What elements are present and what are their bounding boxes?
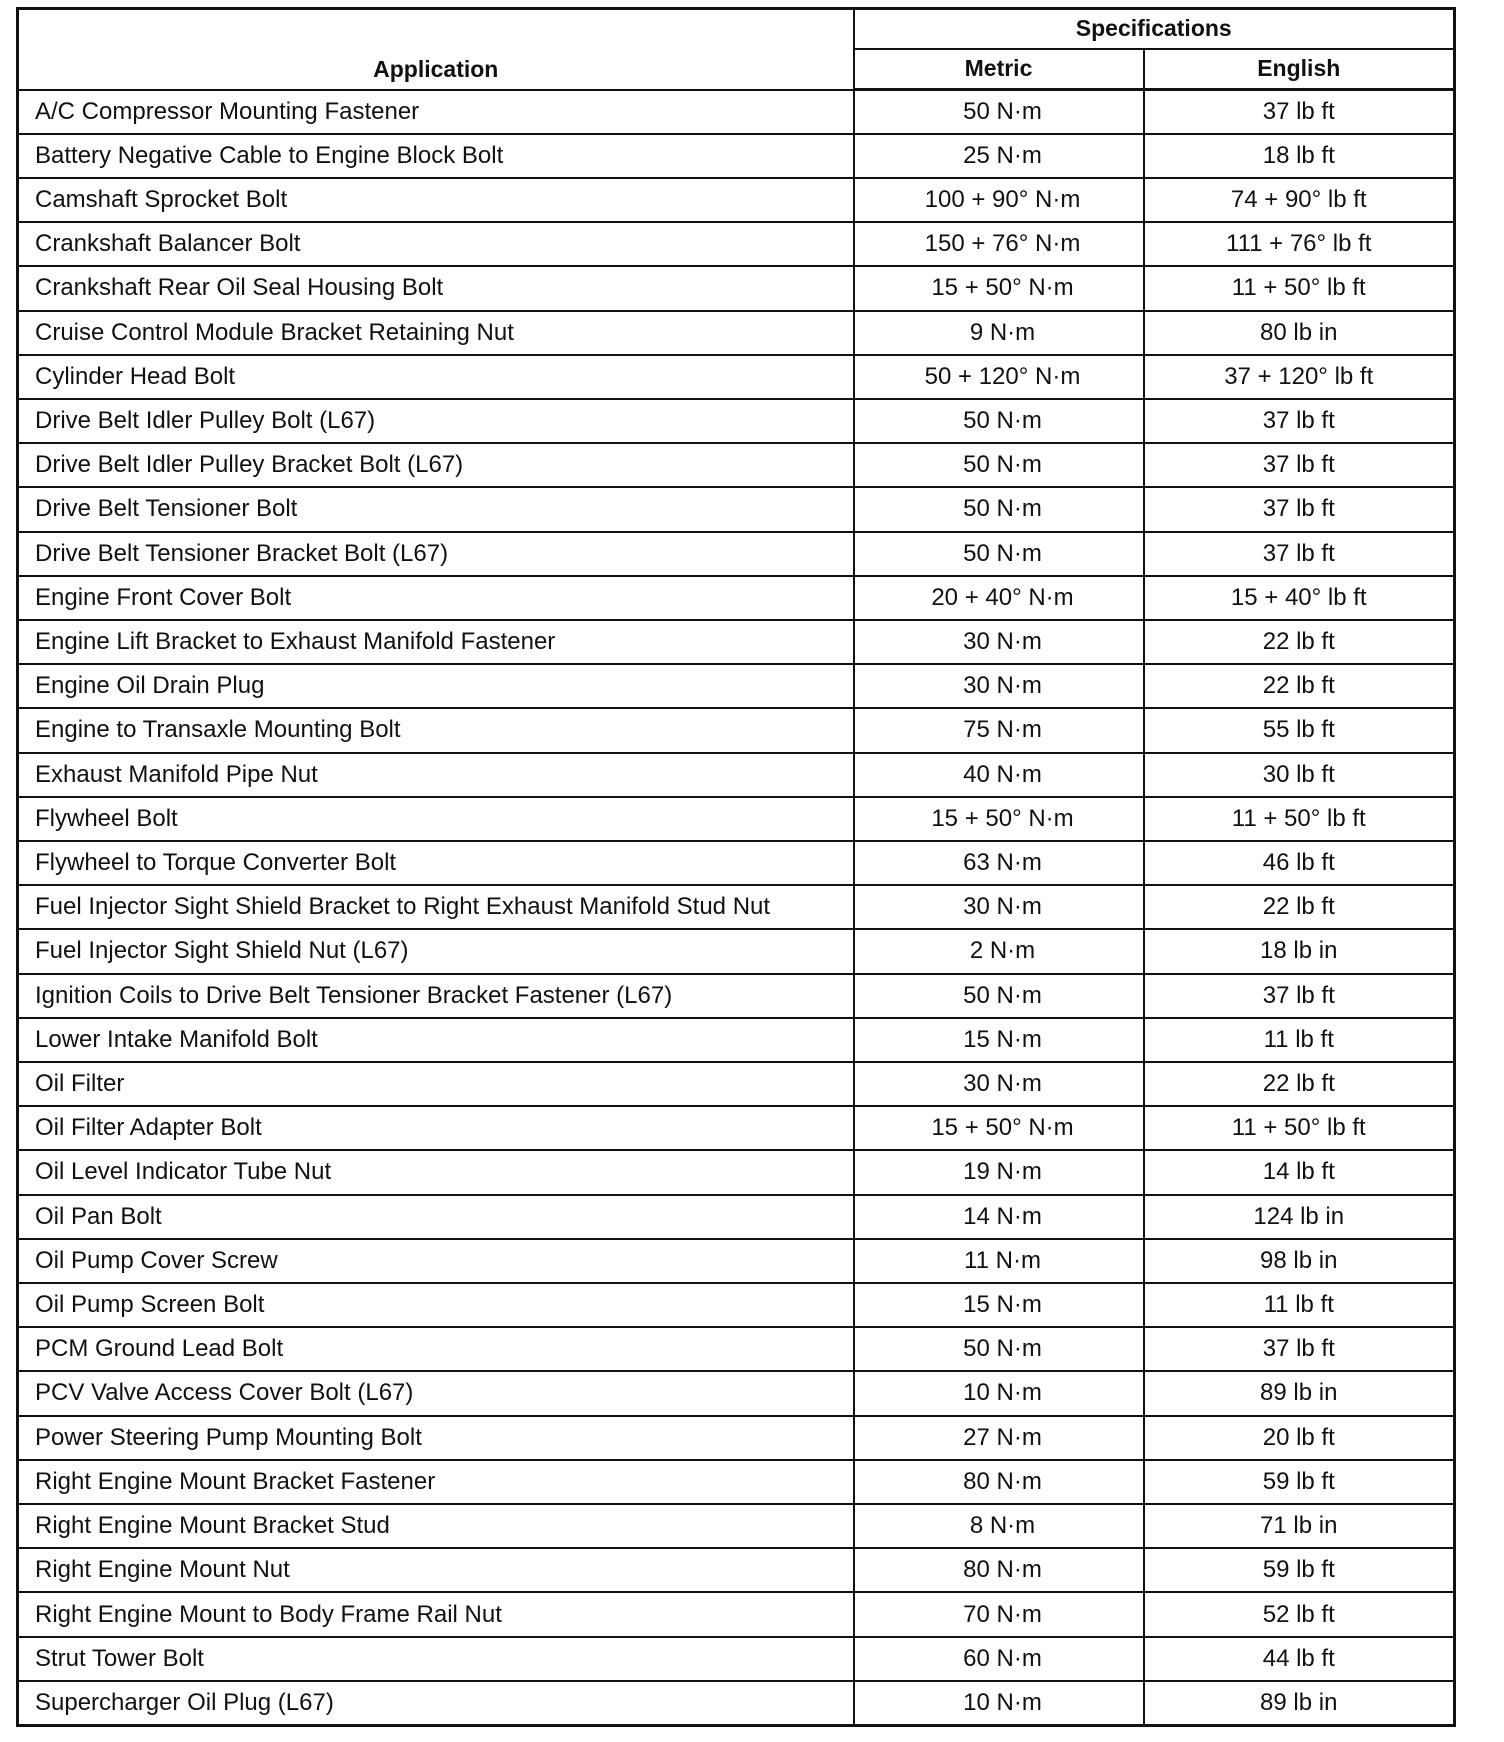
english-cell: 89 lb in [1144,1681,1455,1726]
application-cell: Supercharger Oil Plug (L67) [18,1681,854,1726]
application-cell: Strut Tower Bolt [18,1637,854,1681]
metric-cell: 50 N·m [854,532,1144,576]
application-cell: Exhaust Manifold Pipe Nut [18,753,854,797]
application-cell: Camshaft Sprocket Bolt [18,178,854,222]
metric-cell: 63 N·m [854,841,1144,885]
english-cell: 37 + 120° lb ft [1144,355,1455,399]
metric-cell: 50 N·m [854,1327,1144,1371]
english-cell: 37 lb ft [1144,974,1455,1018]
metric-cell: 50 + 120° N·m [854,355,1144,399]
english-cell: 20 lb ft [1144,1416,1455,1460]
application-cell: Oil Level Indicator Tube Nut [18,1150,854,1194]
english-cell: 37 lb ft [1144,443,1455,487]
table-row [18,1106,1455,1150]
english-cell: 22 lb ft [1144,1062,1455,1106]
english-cell: 52 lb ft [1144,1592,1455,1636]
application-cell: PCV Valve Access Cover Bolt (L67) [18,1371,854,1415]
table-row [18,620,1455,664]
metric-cell: 11 N·m [854,1239,1144,1283]
metric-cell: 20 + 40° N·m [854,576,1144,620]
english-cell: 59 lb ft [1144,1548,1455,1592]
application-cell: Engine to Transaxle Mounting Bolt [18,708,854,752]
english-cell: 18 lb in [1144,929,1455,973]
metric-cell: 80 N·m [854,1460,1144,1504]
application-cell: Crankshaft Rear Oil Seal Housing Bolt [18,266,854,310]
table-row [18,1062,1455,1106]
metric-cell: 14 N·m [854,1195,1144,1239]
table-row [18,1371,1455,1415]
english-cell: 11 lb ft [1144,1018,1455,1062]
specifications-column-header: Specifications [854,9,1455,49]
english-cell: 22 lb ft [1144,664,1455,708]
application-cell: Oil Pump Cover Screw [18,1239,854,1283]
table-row [18,1327,1455,1371]
metric-cell: 15 N·m [854,1018,1144,1062]
english-cell: 22 lb ft [1144,620,1455,664]
metric-cell: 50 N·m [854,443,1144,487]
table-row [18,1239,1455,1283]
application-cell: Ignition Coils to Drive Belt Tensioner Bracket Fastener (L67) [18,974,854,1018]
application-cell: Crankshaft Balancer Bolt [18,222,854,266]
table-row [18,399,1455,443]
metric-cell: 50 N·m [854,974,1144,1018]
metric-cell: 40 N·m [854,753,1144,797]
english-cell: 11 + 50° lb ft [1144,797,1455,841]
metric-cell: 19 N·m [854,1150,1144,1194]
table-row [18,576,1455,620]
application-cell: Engine Front Cover Bolt [18,576,854,620]
table-row [18,885,1455,929]
english-cell: 11 + 50° lb ft [1144,266,1455,310]
english-cell: 11 + 50° lb ft [1144,1106,1455,1150]
application-cell: PCM Ground Lead Bolt [18,1327,854,1371]
application-cell: Drive Belt Idler Pulley Bolt (L67) [18,399,854,443]
application-cell: Drive Belt Idler Pulley Bracket Bolt (L67) [18,443,854,487]
english-cell: 71 lb in [1144,1504,1455,1548]
english-cell: 37 lb ft [1144,399,1455,443]
table-row [18,178,1455,222]
table-header-row [18,9,1455,49]
application-cell: Drive Belt Tensioner Bracket Bolt (L67) [18,532,854,576]
table-row [18,1195,1455,1239]
table-row [18,1018,1455,1062]
table-row [18,1681,1455,1726]
table-row [18,664,1455,708]
metric-cell: 15 N·m [854,1283,1144,1327]
application-cell: Right Engine Mount Nut [18,1548,854,1592]
table-row [18,311,1455,355]
metric-cell: 60 N·m [854,1637,1144,1681]
metric-cell: 30 N·m [854,664,1144,708]
metric-column-header: Metric [854,49,1144,90]
english-cell: 30 lb ft [1144,753,1455,797]
application-cell: Fuel Injector Sight Shield Bracket to Right Exhaust Manifold Stud Nut [18,885,854,929]
application-cell: Oil Filter [18,1062,854,1106]
table-row [18,532,1455,576]
application-column-header: Application [18,9,854,90]
metric-cell: 10 N·m [854,1681,1144,1726]
table-row [18,1416,1455,1460]
english-cell: 89 lb in [1144,1371,1455,1415]
table-row [18,841,1455,885]
application-cell: Right Engine Mount Bracket Stud [18,1504,854,1548]
english-cell: 37 lb ft [1144,90,1455,134]
metric-cell: 50 N·m [854,90,1144,134]
table-row [18,222,1455,266]
application-cell: Engine Lift Bracket to Exhaust Manifold Fastener [18,620,854,664]
english-cell: 111 + 76° lb ft [1144,222,1455,266]
english-cell: 46 lb ft [1144,841,1455,885]
application-cell: Fuel Injector Sight Shield Nut (L67) [18,929,854,973]
table-row [18,1592,1455,1636]
english-cell: 59 lb ft [1144,1460,1455,1504]
application-cell: Right Engine Mount to Body Frame Rail Nut [18,1592,854,1636]
english-cell: 98 lb in [1144,1239,1455,1283]
metric-cell: 15 + 50° N·m [854,1106,1144,1150]
application-cell: Flywheel Bolt [18,797,854,841]
table-row [18,929,1455,973]
english-cell: 124 lb in [1144,1195,1455,1239]
torque-specifications-table [16,7,1456,1727]
table-body [18,90,1455,1726]
table-row [18,1283,1455,1327]
application-cell: Flywheel to Torque Converter Bolt [18,841,854,885]
metric-cell: 100 + 90° N·m [854,178,1144,222]
metric-cell: 9 N·m [854,311,1144,355]
application-cell: Lower Intake Manifold Bolt [18,1018,854,1062]
english-cell: 74 + 90° lb ft [1144,178,1455,222]
table-row [18,1637,1455,1681]
table-row [18,1150,1455,1194]
table-row [18,90,1455,134]
english-cell: 18 lb ft [1144,134,1455,178]
english-cell: 55 lb ft [1144,708,1455,752]
table-row [18,708,1455,752]
table-row [18,355,1455,399]
table-row [18,443,1455,487]
english-cell: 14 lb ft [1144,1150,1455,1194]
metric-cell: 75 N·m [854,708,1144,752]
english-column-header: English [1144,49,1455,90]
english-cell: 11 lb ft [1144,1283,1455,1327]
metric-cell: 80 N·m [854,1548,1144,1592]
metric-cell: 30 N·m [854,885,1144,929]
table-row [18,1548,1455,1592]
metric-cell: 15 + 50° N·m [854,266,1144,310]
metric-cell: 50 N·m [854,399,1144,443]
metric-cell: 70 N·m [854,1592,1144,1636]
english-cell: 37 lb ft [1144,487,1455,531]
application-cell: Cruise Control Module Bracket Retaining Nut [18,311,854,355]
metric-cell: 10 N·m [854,1371,1144,1415]
english-cell: 37 lb ft [1144,1327,1455,1371]
table-row [18,487,1455,531]
application-cell: Power Steering Pump Mounting Bolt [18,1416,854,1460]
table-row [18,1460,1455,1504]
metric-cell: 50 N·m [854,487,1144,531]
application-cell: Cylinder Head Bolt [18,355,854,399]
metric-cell: 150 + 76° N·m [854,222,1144,266]
application-cell: Battery Negative Cable to Engine Block Bolt [18,134,854,178]
table-row [18,974,1455,1018]
table-row [18,797,1455,841]
application-cell: Oil Filter Adapter Bolt [18,1106,854,1150]
application-cell: Right Engine Mount Bracket Fastener [18,1460,854,1504]
table-row [18,753,1455,797]
metric-cell: 2 N·m [854,929,1144,973]
metric-cell: 30 N·m [854,620,1144,664]
metric-cell: 15 + 50° N·m [854,797,1144,841]
application-cell: Oil Pan Bolt [18,1195,854,1239]
metric-cell: 30 N·m [854,1062,1144,1106]
english-cell: 80 lb in [1144,311,1455,355]
metric-cell: 25 N·m [854,134,1144,178]
application-cell: Oil Pump Screen Bolt [18,1283,854,1327]
english-cell: 22 lb ft [1144,885,1455,929]
metric-cell: 27 N·m [854,1416,1144,1460]
english-cell: 37 lb ft [1144,532,1455,576]
metric-cell: 8 N·m [854,1504,1144,1548]
table-row [18,134,1455,178]
application-cell: Drive Belt Tensioner Bolt [18,487,854,531]
table-row [18,266,1455,310]
english-cell: 15 + 40° lb ft [1144,576,1455,620]
english-cell: 44 lb ft [1144,1637,1455,1681]
table-row [18,1504,1455,1548]
application-cell: A/C Compressor Mounting Fastener [18,90,854,134]
application-cell: Engine Oil Drain Plug [18,664,854,708]
